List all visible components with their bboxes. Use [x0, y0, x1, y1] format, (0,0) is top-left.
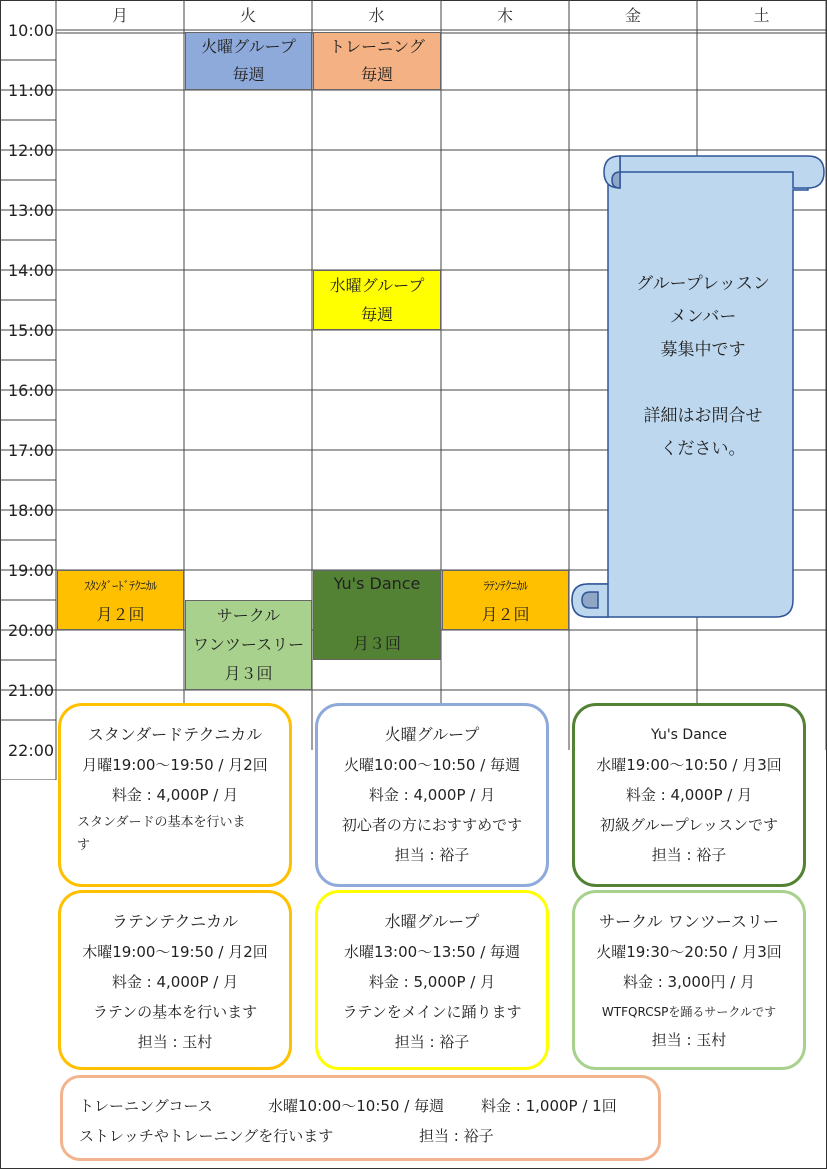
scroll-line-3: 募集中です — [660, 340, 746, 360]
card-schedule: 火曜19:30～20:50 / 月3回 — [596, 943, 782, 961]
day-header-wed: 水 — [368, 6, 385, 25]
event-frequency: 月３回 — [224, 664, 273, 684]
scroll-line-4: 詳細はお問合せ — [643, 406, 763, 426]
event-frequency: 月３回 — [352, 634, 401, 653]
time-label-1100: 11:00 — [8, 81, 55, 100]
event-frequency: 毎週 — [360, 65, 393, 84]
card-title: ラテンテクニカル — [111, 912, 239, 931]
event-tuesday-circle[interactable] — [185, 600, 312, 690]
training-schedule: 水曜10:00～10:50 / 毎週 — [268, 1097, 445, 1115]
time-label-2100: 21:00 — [8, 681, 55, 700]
card-fee: 料金 : 3,000円 / 月 — [622, 973, 756, 991]
scroll-line-2: メンバー — [669, 307, 737, 327]
time-label-1200: 12:00 — [8, 141, 55, 160]
time-label-1400: 14:00 — [8, 261, 55, 280]
card-title: スタンダードテクニカル — [87, 725, 263, 744]
card-yus-dance — [572, 703, 806, 887]
event-frequency: 月２回 — [96, 604, 145, 624]
card-teacher: 担当 : 裕子 — [394, 846, 470, 864]
card-teacher: 担当 : 裕子 — [651, 846, 727, 864]
card-schedule: 木曜19:00～19:50 / 月2回 — [82, 943, 268, 961]
training-teacher: 担当 : 裕子 — [419, 1127, 494, 1145]
card-teacher: 担当 : 裕子 — [394, 1033, 470, 1051]
event-title: トレーニング — [329, 37, 425, 56]
event-monday-standard[interactable] — [57, 570, 184, 630]
event-title: 火曜グループ — [201, 37, 296, 56]
card-title: Yu's Dance — [651, 727, 727, 743]
time-label-1600: 16:00 — [8, 381, 55, 400]
time-label-1800: 18:00 — [8, 501, 55, 520]
day-header-mon: 月 — [111, 6, 128, 25]
training-title: トレーニングコース — [79, 1097, 213, 1115]
card-latin-technical — [58, 890, 292, 1070]
card-description: ラテンの基本を行います — [92, 1003, 258, 1021]
training-description: ストレッチやトレーニングを行います — [79, 1127, 334, 1145]
card-circle-one-two-three — [572, 890, 806, 1070]
event-title: サークル — [216, 605, 281, 625]
time-label-1500: 15:00 — [8, 321, 55, 340]
event-thursday-latin[interactable] — [442, 570, 569, 630]
card-title: 水曜グループ — [384, 912, 480, 931]
card-schedule: 月曜19:00～19:50 / 月2回 — [82, 756, 268, 774]
time-label-1300: 13:00 — [8, 201, 55, 220]
card-description: ラテンをメインに踊ります — [342, 1003, 522, 1021]
scroll-banner-text — [608, 268, 798, 466]
card-standard-technical — [58, 703, 292, 887]
card-description: 初級グループレッスンです — [599, 816, 779, 834]
scroll-line-5: ください。 — [660, 439, 746, 459]
card-description: 初心者の方におすすめです — [341, 816, 523, 834]
time-label-1700: 17:00 — [8, 441, 55, 460]
card-teacher: 担当 : 玉村 — [651, 1031, 727, 1049]
card-wednesday-group — [315, 890, 549, 1070]
card-title: 火曜グループ — [384, 725, 480, 744]
time-label-1900: 19:00 — [8, 561, 55, 580]
card-fee: 料金 : 4,000P / 月 — [625, 786, 753, 804]
time-label-2200: 22:00 — [8, 741, 55, 760]
event-wednesday-training[interactable] — [313, 32, 441, 90]
card-schedule: 水曜19:00～10:50 / 月3回 — [596, 756, 782, 774]
event-frequency: 毎週 — [232, 65, 265, 84]
event-title: ｽﾀﾝﾀﾞｰﾄﾞﾃｸﾆｶﾙ — [84, 578, 157, 593]
day-header-tue: 火 — [239, 6, 256, 25]
card-fee: 料金 : 5,000P / 月 — [368, 973, 496, 991]
event-frequency: 月２回 — [481, 604, 530, 624]
card-fee: 料金 : 4,000P / 月 — [368, 786, 496, 804]
card-fee: 料金 : 4,000P / 月 — [111, 786, 239, 804]
card-training-course — [60, 1075, 661, 1161]
card-title: サークル ワンツースリー — [599, 912, 779, 931]
event-frequency: 毎週 — [360, 304, 393, 324]
card-tuesday-group — [315, 703, 549, 887]
card-description: WTFQRCSPを踊るサークルです — [601, 1005, 777, 1019]
card-description: スタンダードの基本を行いま — [77, 815, 246, 830]
time-label-1000: 10:00 — [8, 21, 55, 40]
event-wednesday-group[interactable] — [313, 270, 441, 330]
card-schedule: 火曜10:00～10:50 / 毎週 — [343, 756, 521, 774]
day-header-thu: 木 — [496, 6, 513, 25]
day-header-sat: 土 — [753, 6, 770, 25]
event-subtitle: ワンツースリー — [192, 634, 305, 654]
scroll-line-1: グループレッスン — [636, 274, 770, 294]
event-title: Yu's Dance — [333, 574, 421, 593]
event-title: ﾗﾃﾝﾃｸﾆｶﾙ — [483, 578, 528, 593]
day-header-fri: 金 — [624, 6, 641, 25]
card-description-cont: す — [77, 838, 91, 853]
card-teacher: 担当 : 玉村 — [137, 1033, 213, 1051]
card-schedule: 水曜13:00～13:50 / 毎週 — [343, 943, 521, 961]
event-wednesday-yus-dance[interactable] — [313, 570, 441, 660]
time-label-2000: 20:00 — [8, 621, 55, 640]
scroll-line-blank — [608, 367, 798, 400]
training-fee: 料金 : 1,000P / 1回 — [481, 1097, 617, 1115]
card-fee: 料金 : 4,000P / 月 — [111, 973, 239, 991]
event-tuesday-group[interactable] — [185, 32, 312, 90]
event-title: 水曜グループ — [329, 275, 425, 295]
